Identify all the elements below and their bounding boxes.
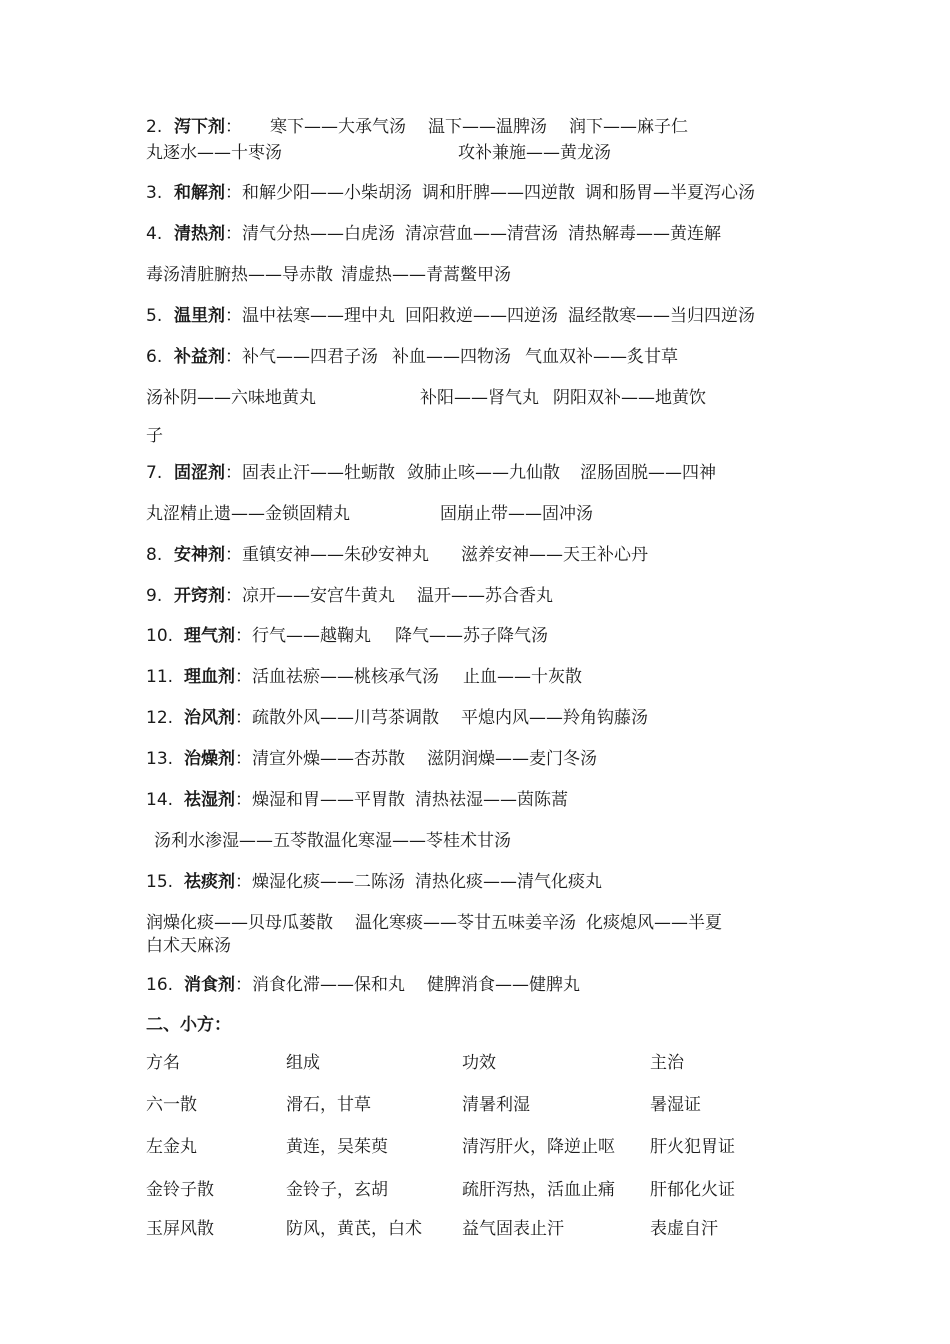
formula-line <box>146 665 582 689</box>
colon: ： <box>225 347 242 367</box>
item-number: 2. <box>146 117 163 137</box>
formula-entry: 清气分热——白虎汤 <box>242 224 395 244</box>
item-number: 8. <box>146 545 163 565</box>
formula-entry: 汤利水渗湿——五苓散温化寒湿——苓桂术甘汤 <box>154 831 511 851</box>
formula-entry: 白术天麻汤 <box>146 936 231 956</box>
item-number: 11. <box>146 667 174 687</box>
formula-entry: 气血双补——炙甘草 <box>525 347 678 367</box>
table-cell: 黄连，吴茱萸 <box>286 1137 388 1157</box>
formula-entry: 丸涩精止遗——金锁固精丸 <box>146 504 350 524</box>
colon: ： <box>225 117 242 137</box>
category-heading: 祛湿剂 <box>184 790 235 810</box>
formula-line <box>146 502 593 526</box>
item-number: 12. <box>146 708 174 728</box>
formula-entry: 清热解毒——黄连解 <box>568 224 721 244</box>
table-cell: 玉屏风散 <box>146 1219 214 1239</box>
formula-entry: 疏散外风——川芎茶调散 <box>252 708 439 728</box>
formula-line <box>146 304 755 328</box>
formula-entry: 燥湿化痰——二陈汤 <box>252 872 405 892</box>
category-heading: 理气剂 <box>184 626 235 646</box>
table-cell: 清泻肝火，降逆止呕 <box>462 1137 615 1157</box>
formula-entry: 温下——温脾汤 <box>428 117 547 137</box>
formula-entry: 和解少阳——小柴胡汤 <box>242 183 412 203</box>
category-heading: 消食剂 <box>184 975 235 995</box>
formula-line <box>146 788 568 812</box>
table-cell: 肝火犯胃证 <box>650 1137 735 1157</box>
formula-entry: 温化寒痰——苓甘五味姜辛汤 <box>355 913 576 933</box>
colon: ： <box>235 975 252 995</box>
formula-entry: 润下——麻子仁 <box>569 117 688 137</box>
formula-entry: 调和肠胃—半夏泻心汤 <box>585 183 755 203</box>
table-header-cell: 主治 <box>650 1053 684 1073</box>
formula-entry: 清热祛湿——茵陈蒿 <box>415 790 568 810</box>
colon: ： <box>225 224 242 244</box>
formula-entry: 调和肝脾——四逆散 <box>422 183 575 203</box>
category-heading: 泻下剂 <box>174 117 225 137</box>
formula-line <box>146 263 511 287</box>
table-cell: 金铃子散 <box>146 1180 214 1200</box>
formula-entry: 清热化痰——清气化痰丸 <box>415 872 602 892</box>
formula-line <box>146 345 678 369</box>
table-header-cell: 功效 <box>462 1053 496 1073</box>
formula-line <box>146 870 602 894</box>
colon: ： <box>235 667 252 687</box>
category-heading: 祛痰剂 <box>184 872 235 892</box>
table-cell: 益气固表止汗 <box>462 1219 564 1239</box>
formula-entry: 补阳——肾气丸 <box>420 388 539 408</box>
category-heading: 治燥剂 <box>184 749 235 769</box>
item-number: 5. <box>146 306 163 326</box>
formula-entry: 回阳救逆——四逆汤 <box>405 306 558 326</box>
table-cell: 暑湿证 <box>650 1095 701 1115</box>
colon: ： <box>225 463 242 483</box>
formula-entry: 毒汤清脏腑热——导赤散 <box>146 265 333 285</box>
formula-entry: 清宣外燥——杏苏散 <box>252 749 405 769</box>
formula-entry: 凉开——安宫牛黄丸 <box>242 586 395 606</box>
item-number: 13. <box>146 749 174 769</box>
colon: ： <box>235 872 252 892</box>
table-cell: 六一散 <box>146 1095 197 1115</box>
formula-entry: 攻补兼施——黄龙汤 <box>458 143 611 163</box>
item-number: 9. <box>146 586 163 606</box>
table-header-cell: 组成 <box>286 1053 320 1073</box>
category-heading: 治风剂 <box>184 708 235 728</box>
table-cell: 表虚自汗 <box>650 1219 718 1239</box>
formula-entry: 滋阴润燥——麦门冬汤 <box>427 749 597 769</box>
formula-entry: 活血祛瘀——桃核承气汤 <box>252 667 439 687</box>
formula-entry: 清虚热——青蒿鳖甲汤 <box>341 265 511 285</box>
category-heading: 和解剂 <box>174 183 225 203</box>
formula-entry: 重镇安神——朱砂安神丸 <box>242 545 429 565</box>
item-number: 7. <box>146 463 163 483</box>
formula-line <box>146 543 648 567</box>
formula-entry: 涩肠固脱——四神 <box>580 463 716 483</box>
section-title: 二、小方： <box>146 1015 231 1035</box>
formula-entry: 止血——十灰散 <box>463 667 582 687</box>
item-number: 14. <box>146 790 174 810</box>
formula-entry: 温经散寒——当归四逆汤 <box>568 306 755 326</box>
colon: ： <box>225 306 242 326</box>
formula-line <box>146 911 722 935</box>
table-cell: 金铃子，玄胡 <box>286 1180 388 1200</box>
formula-entry: 滋养安神——天王补心丹 <box>461 545 648 565</box>
category-heading: 安神剂 <box>174 545 225 565</box>
formula-entry: 补气——四君子汤 <box>242 347 378 367</box>
formula-entry: 平熄内风——羚角钩藤汤 <box>461 708 648 728</box>
formula-line <box>146 706 648 730</box>
formula-entry: 清凉营血——清营汤 <box>405 224 558 244</box>
colon: ： <box>225 545 242 565</box>
table-cell: 滑石，甘草 <box>286 1095 371 1115</box>
formula-line <box>146 624 548 648</box>
formula-entry: 行气——越鞠丸 <box>252 626 371 646</box>
table-cell: 防风，黄芪，白术 <box>286 1219 422 1239</box>
formula-line <box>146 181 755 205</box>
colon: ： <box>225 183 242 203</box>
colon: ： <box>235 749 252 769</box>
formula-entry: 敛肺止咳——九仙散 <box>407 463 560 483</box>
formula-line <box>146 222 721 246</box>
formula-line <box>146 424 163 448</box>
category-heading: 开窍剂 <box>174 586 225 606</box>
table-cell: 疏肝泻热，活血止痛 <box>462 1180 615 1200</box>
table-cell: 清暑利湿 <box>462 1095 530 1115</box>
formula-entry: 固崩止带——固冲汤 <box>440 504 593 524</box>
formula-entry: 温中祛寒——理中丸 <box>242 306 395 326</box>
category-heading: 清热剂 <box>174 224 225 244</box>
item-number: 15. <box>146 872 174 892</box>
formula-entry: 补血——四物汤 <box>392 347 511 367</box>
formula-line <box>146 747 597 771</box>
colon: ： <box>225 586 242 606</box>
item-number: 10. <box>146 626 174 646</box>
formula-line <box>146 141 611 165</box>
item-number: 16. <box>146 975 174 995</box>
colon: ： <box>235 708 252 728</box>
formula-entry: 汤补阴——六味地黄丸 <box>146 388 316 408</box>
table-header-cell: 方名 <box>146 1053 180 1073</box>
item-number: 3. <box>146 183 163 203</box>
item-number: 6. <box>146 347 163 367</box>
formula-line <box>146 461 716 485</box>
category-heading: 固涩剂 <box>174 463 225 483</box>
formula-entry: 子 <box>146 426 163 446</box>
item-number: 4. <box>146 224 163 244</box>
formula-entry: 润燥化痰——贝母瓜蒌散 <box>146 913 333 933</box>
table-cell: 肝郁化火证 <box>650 1180 735 1200</box>
formula-entry: 寒下——大承气汤 <box>270 117 406 137</box>
category-heading: 温里剂 <box>174 306 225 326</box>
colon: ： <box>235 790 252 810</box>
category-heading: 理血剂 <box>184 667 235 687</box>
formula-line <box>146 584 553 608</box>
formula-entry: 健脾消食——健脾丸 <box>427 975 580 995</box>
formula-entry: 消食化滞——保和丸 <box>252 975 405 995</box>
formula-entry: 燥湿和胃——平胃散 <box>252 790 405 810</box>
formula-line <box>146 115 688 139</box>
table-cell: 左金丸 <box>146 1137 197 1157</box>
formula-line <box>154 829 511 853</box>
formula-entry: 化痰熄风——半夏 <box>586 913 722 933</box>
formula-entry: 降气——苏子降气汤 <box>395 626 548 646</box>
formula-entry: 阴阳双补——地黄饮 <box>553 388 706 408</box>
formula-entry: 丸逐水——十枣汤 <box>146 143 282 163</box>
formula-line <box>146 973 580 997</box>
colon: ： <box>235 626 252 646</box>
formula-entry: 温开——苏合香丸 <box>417 586 553 606</box>
category-heading: 补益剂 <box>174 347 225 367</box>
formula-line <box>146 934 231 958</box>
formula-entry: 固表止汗——牡蛎散 <box>242 463 395 483</box>
formula-line <box>146 386 706 410</box>
